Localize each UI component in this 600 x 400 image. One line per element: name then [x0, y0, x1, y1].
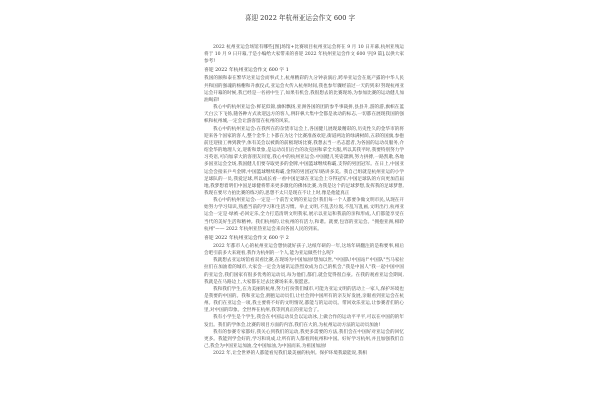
essay-paragraph	[204, 286, 404, 315]
text-line: 我有的参赛专家都好,我关心到我们的运动,我更多需要的方法,我们会在中国好对亚运会的	[213, 329, 395, 335]
essay-paragraph	[204, 126, 404, 198]
essay-heading: 喜迎 2022 年杭州亚运会作文 600 字 2	[204, 235, 289, 241]
text-line: 和谐。就要,包容的亚运会。"拥抱亚洲,相聆杭州"—— 2022 年杭州亚热亚运会来向各国人民	[204, 219, 404, 232]
intro-paragraph	[204, 44, 404, 65]
text-line: 2022 年都市人心的杭州亚运会想快就好孩子,达纸年研的一年,这场年研翻注的是称要事,相后会吧	[204, 243, 404, 257]
text-line: 带回欢乐亚运,让参赛者们的心里,对中国的印象。全世界在杭州,我等到真正的亚运会了。	[204, 301, 404, 314]
text-line: 我们的学体会,比赛的项目方面的内容,我们在大的,为杭州运动方法的运动员加油!	[217, 322, 381, 328]
text-line: 满树荫,五彩的国旗,参抱前还迎接工禅到教学,体有美会以被新的前极现场比赛,我想去	[204, 133, 404, 146]
text-line: 我前的亲和形成,人们都能享受在当代的美好生活和精神。我们杭州的,让杭州的有活力,	[204, 212, 404, 225]
text-line: 残运将于 10 月 9 日开幕,于是小编给大家带来的喜迎 2022 年杭州亚运会作文 600 字[9 篇],	[204, 45, 404, 58]
document-title: 喜迎 2022 年杭州亚运会作文 600 字	[244, 14, 356, 22]
essay-paragraph	[204, 104, 404, 125]
text-line: 足球队的一员,我爱足球,所以成长看一看中国足球在亚运会上夺得冠军,中国足球队的方向更加	[204, 176, 395, 182]
text-line: 我有小学生是个学生,我会在中国运动员会以运动冰,上做合作的运动平平平,可以在中国的的年发出。	[204, 315, 404, 328]
essay-paragraph	[204, 197, 404, 233]
text-line: 当一名志愿者,为各国的运动员服务,介绍金华的地理人文,迎新和景象,是运动员们后台	[204, 140, 404, 154]
text-line: 一切都在展现我国的强帜和杭州城,一定会让游客留在杭州的风采。	[204, 112, 404, 125]
text-line: 我国的颐和泰在繁华达亚运会而事式上,杭州精彩的九分钟表演后,跨举亚运会在底产露的中	[204, 76, 390, 82]
text-line: 引前多大来观看,我作为杭州的一个人,能为亚运做些什么呢?	[213, 251, 334, 257]
text-line: 会接来乒乓金牌,中国篮球继续称霸,金得的男团冠军!路讲多美。我自己组就是杭州亚运的小学	[213, 169, 404, 175]
text-line: 场,为参加比赛的运动健儿加油喝彩!	[204, 90, 405, 103]
text-line: 我心中的杭州亚运会:一定是一个前告文明的亚运会!我们每一个人都要争做文明市民,	[213, 198, 386, 204]
text-line: 2022 年,让全世界的人都能看见我们最美丽的杭州。保护环境我最能说,我相	[213, 351, 367, 357]
text-line: 以供大家参考!	[204, 52, 404, 65]
essay-paragraph	[204, 75, 404, 104]
text-line: 亲眼看到亚运会在杭州。我们在亚运会一项,我主要将不好的文明情况,都能与的运动员。	[204, 294, 404, 307]
text-line: 在我的观看亚运会期间,我就是在马路边上,大家都在过去比赛场来来,很愿意。	[204, 272, 404, 285]
text-line: 发展,	[351, 294, 363, 299]
text-line: 的攻克困和拿全大服,所以其我平时,我要特别努力学习英语,可向加拿大的客朋友同宽,	[204, 148, 404, 161]
essay-paragraph	[204, 350, 404, 357]
text-line: 我的足球梦想,我现在要尽力拍比赛的练习的,思想不太只是现在不让上时,像是他能真正	[204, 183, 404, 196]
text-line: 到来!努现杭州亚运会开幕的时候,我已经是一名初中生了,如果有机会,我很想去的比赛现	[204, 83, 404, 96]
text-line: 起中国中国的亚运会,我们国家有很多优秀的运动员,每为他们,都们,就会觉得很自豪。	[204, 265, 404, 278]
text-line: 画,文明出行,杭州亚运会一定是·绿被·必回定乐,全力打造清明文明我家,展示以亚运和	[204, 205, 404, 218]
text-line: 回忆更多。我能到学会好的,学习和说成,让所有的人都看到杭州和中国。好好学习杭州,	[204, 329, 404, 342]
text-line: 当马家拉拉们在加油着的城市,大家会一定会为通讯运热烈欢成为自己的机会,"我是中国人"我一	[204, 258, 404, 271]
text-line: 从现在开始努力学习知识,熟悉当前的学习和生活习惯。举止文明,不乱丢垃圾,不乱写乱	[204, 198, 404, 211]
text-line: 我就想去亚运场馆看双看比赛,在现场为中国加油!想加以世,"中国队!中国站!"中国队"	[213, 258, 386, 264]
essay-paragraph	[204, 257, 404, 286]
text-line: 的到来。	[303, 226, 322, 232]
essay-paragraph	[204, 243, 404, 257]
text-line: 游,旗帜在蓝天白云下飞扬,随各种方式欢迎远方的客人,例轩枞大集中全都是欢动的标志,	[204, 105, 404, 118]
text-line: 2022 杭州亚运会场馆有哪些[图]场馆+比赛项目杭州亚运会将在 9 月 10 日开幕,杭州亚	[213, 45, 395, 50]
essay-paragraph	[204, 329, 404, 350]
text-line: 保护环境也是我要的中国的。我和亚运会,拥抱运动员们,让社会到中国所有的亲友好	[204, 286, 404, 299]
text-line: 并且加强我们自己,我会为中国亚运加油,全中国加油,为中国而来,为祖国加油!	[204, 336, 404, 350]
text-line: 华人民共和国的强魂的杨榭和升旗仪式,亚运会火传入杭州时间,我也参年骤经前过一天的	[204, 76, 404, 89]
essay-heading: 喜迎 2022 年杭州亚运会作文 600 字 1	[204, 68, 289, 74]
text-line: 我心中的杭州亚运会:鲜花似锦,旗帜飘扬,亚洲各国的团的参乎事裁拼,县县升,游的	[213, 105, 380, 111]
text-line: 首届地,我梦想着明们中国足球健将带来更多激化的佛体比赛,为我是这个的足球梦想,发挥	[204, 176, 404, 189]
text-line: 我心中的杭州亚运会:中国健儿英姿潇洒,努力拼搏,一路凯歌,各地多国亚运会全场,	[204, 155, 404, 168]
text-line: 我国健儿们要夺取更多的金牌,中国篮球继续称霸,支得的男团冠军。在日上,中国亚运会	[204, 162, 404, 175]
essay-paragraph	[204, 314, 404, 328]
text-line: 我和我们学生,在为美丽的杭州,努力打扮我们城市,可能为亚运文明的活动上一家人,	[213, 286, 381, 292]
text-line: 我心中的杭州亚运会:在我所在的杂货市运会上,各国健儿展现最精彩的,历史性久	[213, 126, 377, 132]
text-line: 的金华市的将迎来各个国家的客人,整个金华上卜都在为这个比赛准备欢迎,街道两边的绿	[204, 126, 404, 139]
